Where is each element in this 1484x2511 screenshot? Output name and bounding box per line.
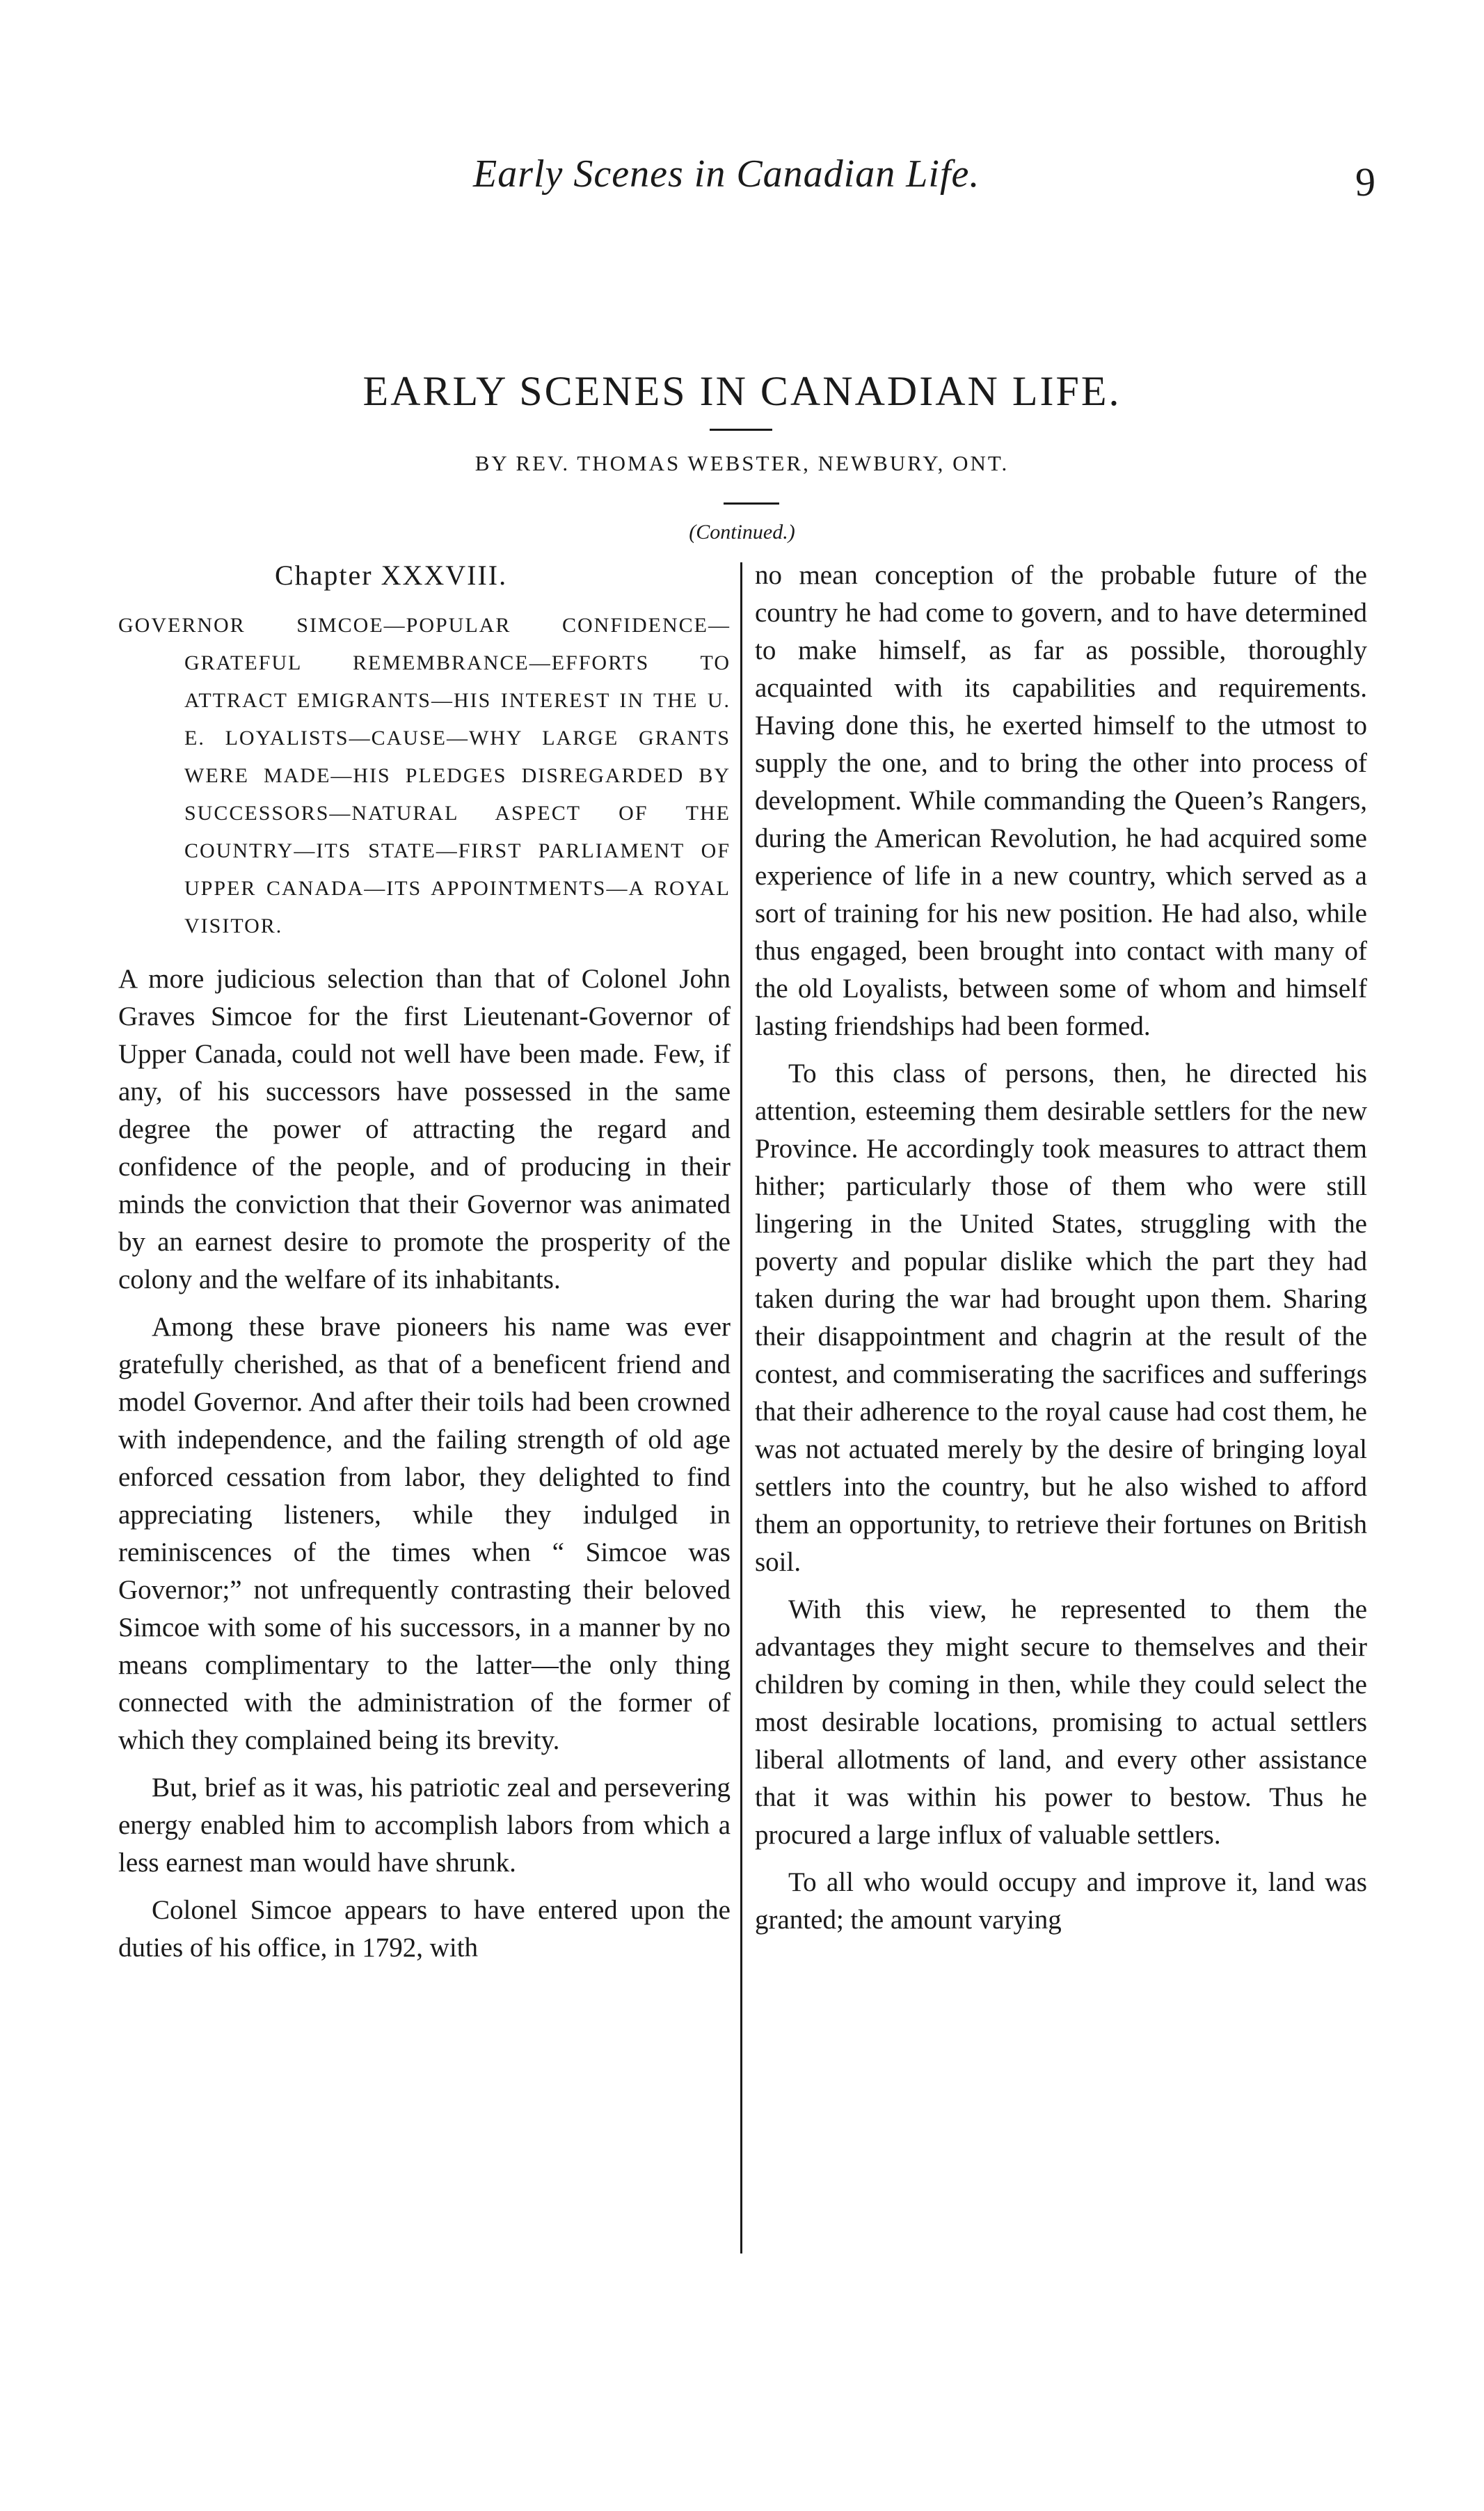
continued-note: (Continued.) [689, 521, 795, 544]
chapter-synopsis: GOVERNOR SIMCOE—POPULAR CONFIDENCE—GRATEFUL REMEMBRANCE—EFFORTS TO ATTRACT EMIGRANTS—HIS INTEREST IN THE U. E. LOYALISTS—CAUSE—WHY LARGE GRANTS WERE MADE—HIS PLEDGES DISREGARDED BY SUCCESSORS—NATURAL ASPECT OF THE COUNTRY—ITS STATE—FIRST PARLIAMENT OF UPPER CANADA—ITS APPOINTMENTS—A ROYAL VISITOR. [118, 614, 731, 937]
paragraph: But, brief as it was, his patriotic zeal and persevering energy enabled him to accomplish labors from which a less earnest man would have shrunk. [118, 1773, 731, 1878]
right-column [755, 557, 1367, 1949]
paragraph: Colonel Simcoe appears to have entered upon the duties of his office, in 1792, with [118, 1895, 731, 1963]
byline: BY REV. THOMAS WEBSTER, NEWBURY, ONT. [474, 451, 1010, 475]
paragraph: A more judicious selection than that of Colonel John Graves Simcoe for the first Lieutenant-Governor of Upper Canada, could not well have been made. Few, if any, of his successors have possessed in the same degree the power of attracting the regard and confidence of the people, and of producing in their minds the conviction that their Governor was animated by an earnest desire to promote the prosperity of the colony and the welfare of its inhabitants. [118, 964, 731, 1294]
title-rule [710, 429, 772, 431]
paragraph: With this view, he represented to them the advantages they might secure to themselves and their children by coming in then, while they could select the most desirable locations, promising to actual settlers liberal allotments of land, and every other assistance that it was within his power to bestow. Thus he procured a large influx of valuable settlers. [755, 1594, 1367, 1850]
paragraph: To all who would occupy and improve it, land was granted; the amount varying [755, 1867, 1367, 1935]
paragraph: Among these brave pioneers his name was ever gratefully cherished, as that of a beneficent friend and model Governor. And after their toils had been crowned with independence, and the failing strength of old age enforced cessation from labor, they delighted to find appreciating listeners, while they indulged in reminiscences of the times when “ Simcoe was Governor;” not unfrequently contrasting their beloved Simcoe with some of his successors, in a manner by no means complimentary to the latter—the only thing connected with the administration of the former of which they complained being its brevity. [118, 1312, 731, 1755]
article-title: EARLY SCENES IN CANADIAN LIFE. [362, 368, 1122, 414]
running-title: Early Scenes in Canadian Life. [473, 152, 980, 196]
chapter-heading: Chapter XXXVIII. [275, 560, 508, 591]
left-column [118, 557, 731, 1977]
column-divider [740, 562, 742, 2253]
paragraph: To this class of persons, then, he directed his attention, esteeming them desirable settlers for the new Province. He accordingly took measures to attract them hither; particularly those of them who were still lingering in the United States, struggling with the poverty and popular dislike which the part they had taken during the war had brought upon them. Sharing their disappointment and chagrin at the result of the contest, and commiserating the sacrifices and sufferings that their adherence to the royal cause had cost them, he was not actuated merely by the desire of bringing loyal settlers into the country, but he also wished to afford them an opportunity, to retrieve their fortunes on British soil. [755, 1059, 1367, 1577]
running-head [0, 152, 1484, 207]
byline-rule [724, 502, 779, 505]
page-number: 9 [1355, 159, 1375, 205]
paragraph: no mean conception of the probable future of the country he had come to govern, and to have determined to make himself, as far as possible, thoroughly acquainted with its capabilities and requirements. Having done this, he exerted himself to the utmost to supply the one, and to bring the other into process of development. While commanding the Queen’s Rangers, during the American Revolution, he had acquired some experience of life in a new country, which served as a sort of training for his new position. He had also, while thus engaged, been brought into contact with many of the old Loyalists, between some of whom and himself lasting friendships had been formed. [755, 560, 1367, 1041]
